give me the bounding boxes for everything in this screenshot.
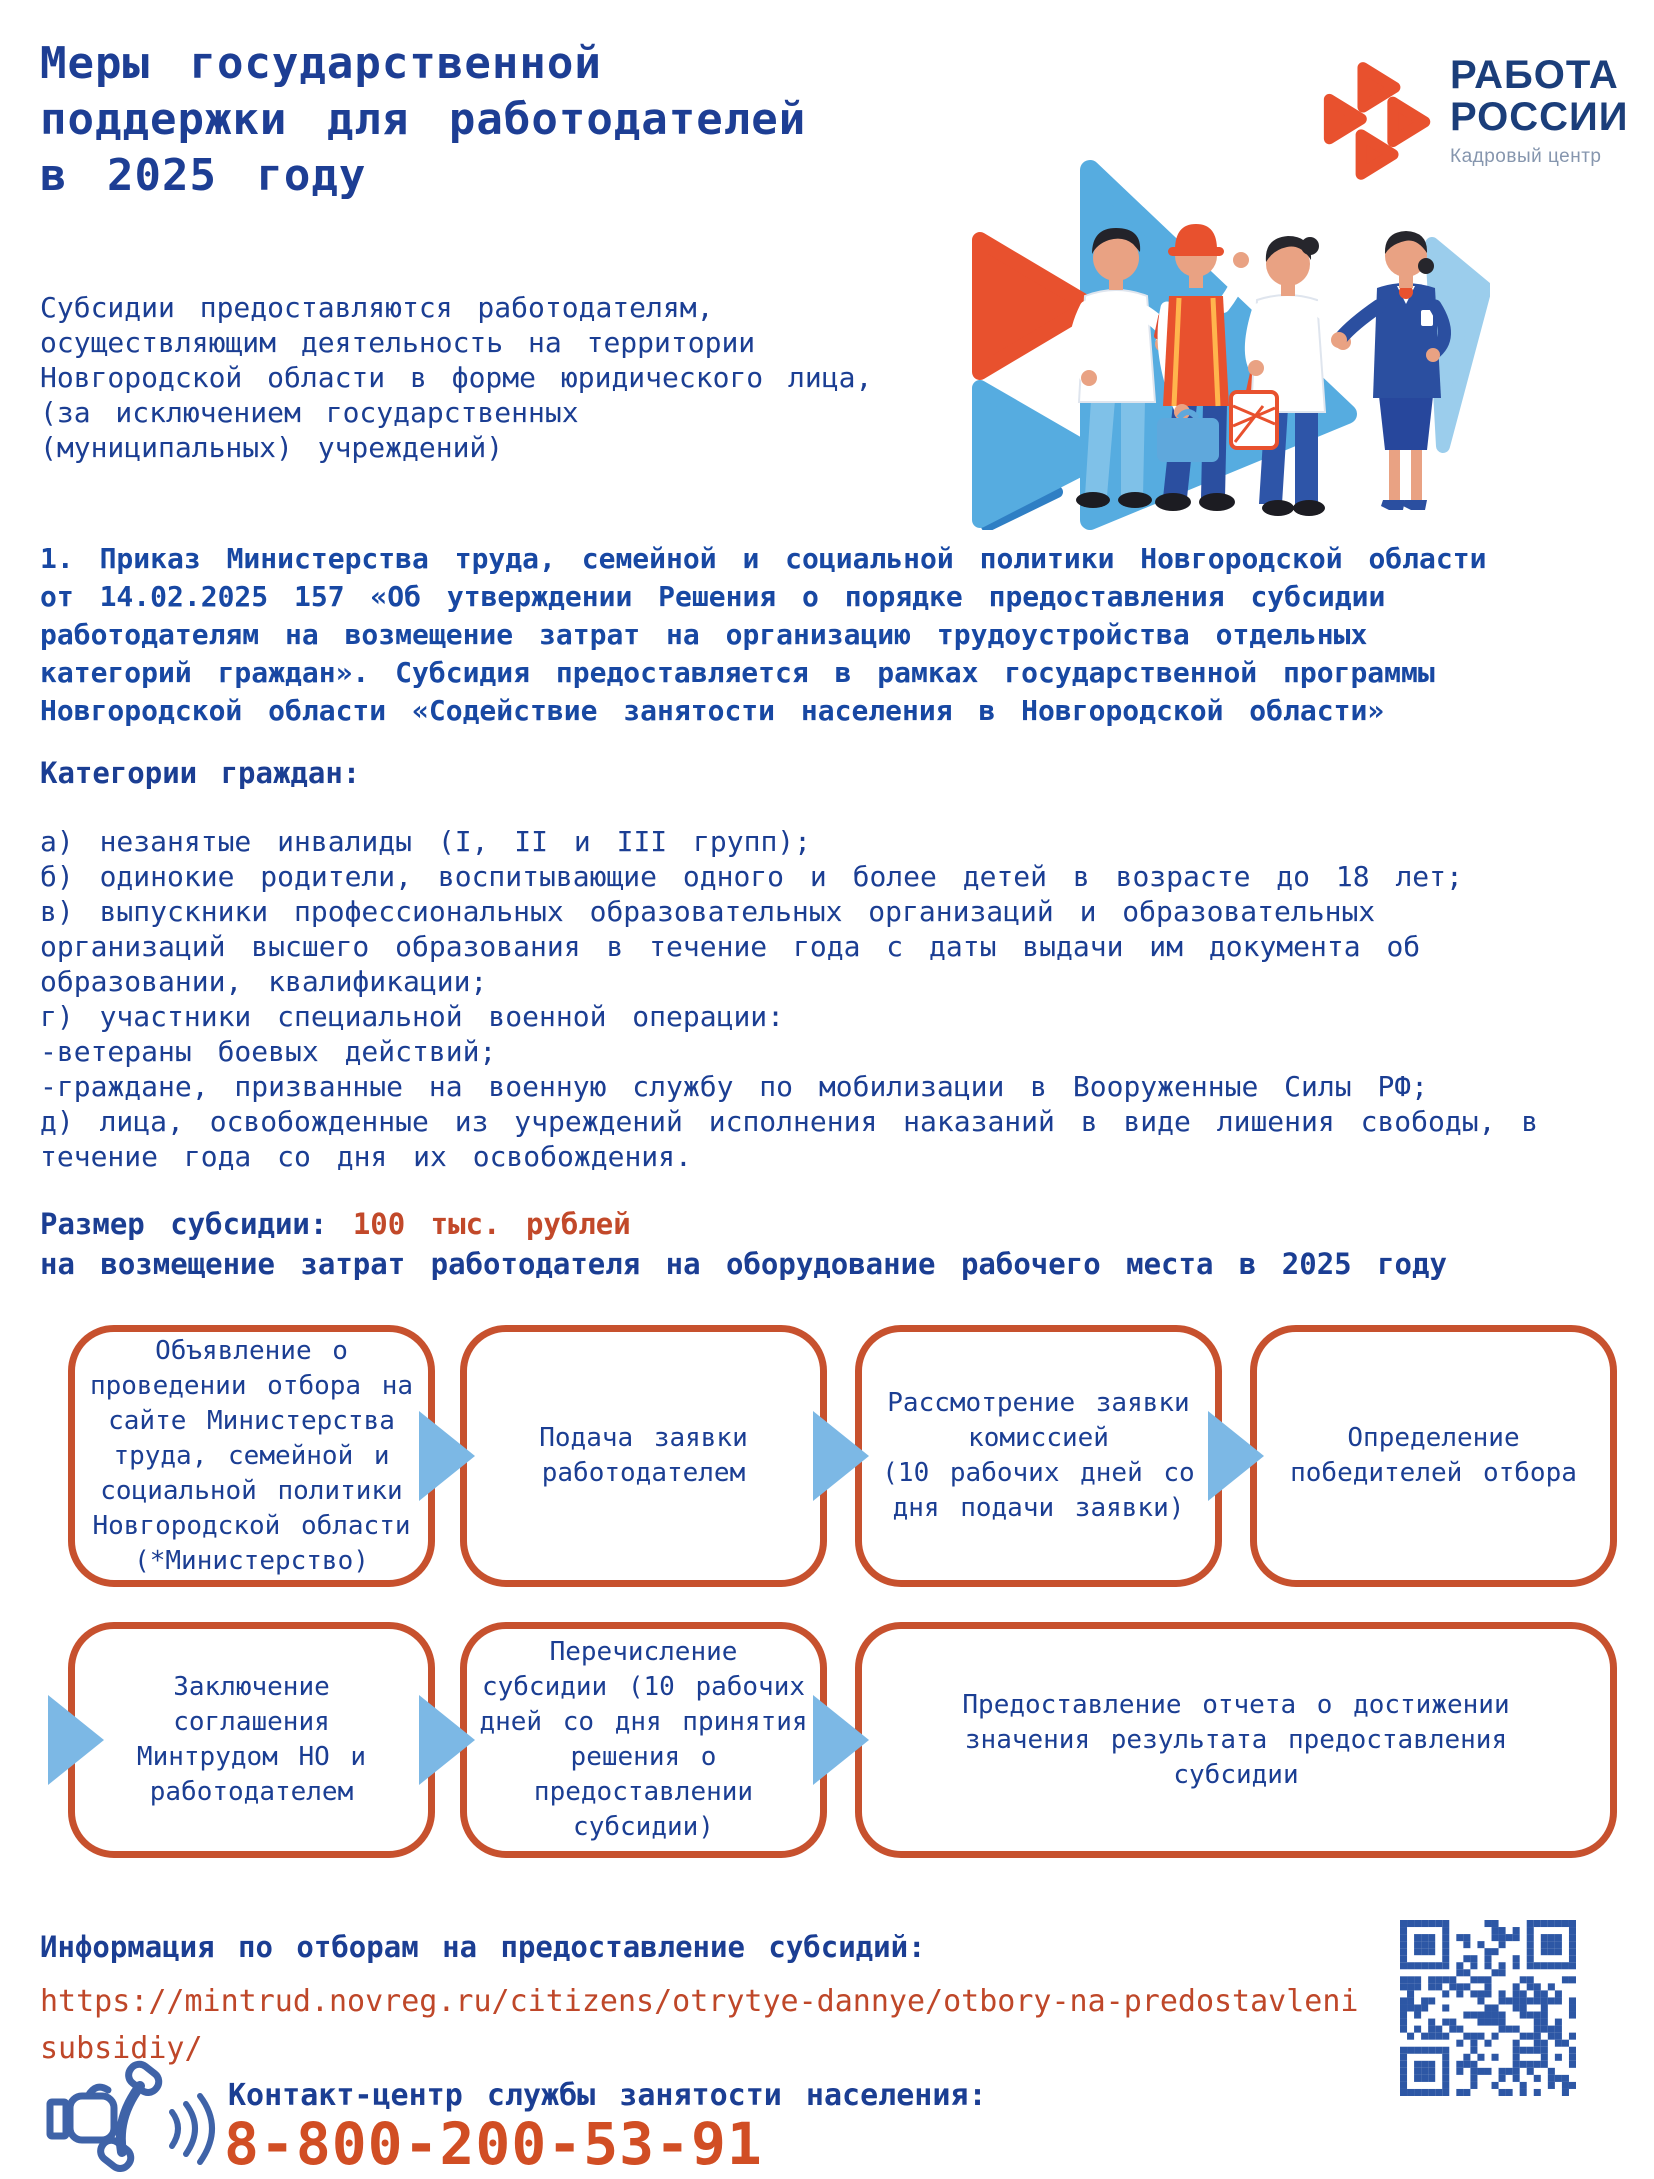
subsidy-purpose-line: на возмещение затрат работодателя на оборудование рабочего места в 2025 году	[40, 1247, 1447, 1281]
flow-step-application	[460, 1325, 827, 1587]
categories-heading: Категории граждан:	[40, 756, 361, 790]
text-line: в) выпускники профессиональных образовательных организаций и образовательных	[40, 895, 1376, 928]
text-line: (*Министерство)	[134, 1545, 369, 1576]
flow-step-announcement	[68, 1325, 435, 1587]
page-title	[40, 36, 806, 204]
logo-line-rossii: РОССИИ	[1450, 95, 1629, 139]
subsidy-size-line	[40, 1204, 1447, 1244]
decree-paragraph	[40, 540, 1620, 730]
text-line: Определение	[1347, 1423, 1520, 1453]
contact-center-label: Контакт-центр службы занятости населения:	[228, 2078, 987, 2113]
text-line: 1. Приказ Министерства труда, семейной и социальной политики Новгородской области	[40, 542, 1487, 575]
text-line: осуществляющим деятельность на территории	[40, 326, 756, 359]
text-line: Новгородской области в форме юридического лица,	[40, 361, 873, 394]
flow-step-winners	[1250, 1325, 1617, 1587]
text-line: Заключение	[173, 1672, 330, 1702]
logo-subtitle: Кадровый центр	[1450, 146, 1602, 167]
text-line: Перечисление	[549, 1637, 738, 1667]
title-line: в 2025 году	[40, 150, 367, 201]
url-line[interactable]: subsidiy/	[40, 2031, 203, 2066]
text-line: -ветераны боевых действий;	[40, 1035, 497, 1068]
info-heading: Информация по отборам на предоставление субсидий:	[40, 1930, 926, 1964]
text-line: дня подачи заявки)	[892, 1493, 1185, 1523]
text-line: категорий граждан». Субсидия предоставляется в рамках государственной программы	[40, 656, 1435, 689]
subsidy-size-label: Размер субсидии:	[40, 1207, 353, 1241]
flow-arrow-icon	[813, 1695, 869, 1785]
text-line: предоставлении	[533, 1777, 754, 1807]
text-line: (10 рабочих дней со	[882, 1458, 1195, 1488]
text-line: (муниципальных) учреждений)	[40, 431, 504, 464]
text-line: значения результата предоставления	[964, 1724, 1508, 1755]
text-line: Объявление о	[155, 1335, 348, 1366]
logo-line-rabota: РАБОТА	[1450, 53, 1619, 97]
flow-arrow-icon	[48, 1695, 104, 1785]
intro-paragraph	[40, 290, 872, 465]
flow-step-transfer	[460, 1622, 827, 1858]
phone-handset-icon	[40, 2060, 230, 2179]
text-line: б) одинокие родители, воспитывающие одного и более детей в возрасте до 18 лет;	[40, 860, 1463, 893]
text-line: Предоставление отчета о достижении	[962, 1689, 1510, 1720]
text-line: а) незанятые инвалиды (I, II и III групп);	[40, 825, 812, 858]
text-line: субсидии (10 рабочих	[481, 1672, 806, 1702]
text-line: д) лица, освобожденные из учреждений исполнения наказаний в виде лишения свободы, в	[40, 1105, 1539, 1138]
text-line: субсидии	[1173, 1759, 1299, 1790]
text-line: труда, семейной и	[113, 1440, 390, 1471]
flow-arrow-icon	[419, 1411, 475, 1501]
text-line: образовании, квалификации;	[40, 965, 488, 998]
categories-list	[40, 824, 1635, 1174]
qr-code	[1400, 1920, 1576, 2096]
url-line[interactable]: https://mintrud.novreg.ru/citizens/otrytye-dannye/otbory-na-predostavleni	[40, 1984, 1359, 2019]
contact-phone-number: 8-800-200-53-91	[224, 2110, 763, 2178]
title-line: поддержки для работодателей	[40, 94, 807, 145]
text-line: Рассмотрение заявки	[887, 1388, 1190, 1418]
text-line: Подача заявки	[539, 1423, 748, 1453]
text-line: работодателем	[541, 1458, 746, 1488]
text-line: решения о	[570, 1742, 717, 1772]
text-line: Новгородской области «Содействие занятости населения в Новгородской области»	[40, 694, 1385, 727]
text-line: от 14.02.2025 157 «Об утверждении Решения о порядке предоставления субсидии	[40, 580, 1386, 613]
flow-arrow-icon	[419, 1695, 475, 1785]
text-line: г) участники специальной военной операции:	[40, 1000, 785, 1033]
text-line: Минтрудом НО и	[136, 1742, 367, 1772]
text-line: Субсидии предоставляются работодателям,	[40, 291, 714, 324]
subsidy-size-block	[40, 1204, 1447, 1284]
subsidy-info-url[interactable]	[40, 1978, 1359, 2072]
text-line: организаций высшего образования в течение года с даты выдачи им документа об	[40, 930, 1421, 963]
text-line: соглашения	[173, 1707, 330, 1737]
flow-step-review	[855, 1325, 1222, 1587]
text-line: проведении отбора на	[89, 1370, 414, 1401]
flow-step-agreement	[68, 1622, 435, 1858]
text-line: победителей отбора	[1290, 1458, 1577, 1488]
subsidy-amount: 100 тыс. рублей	[352, 1207, 631, 1241]
text-line: (за исключением государственных	[40, 396, 579, 429]
text-line: дней со дня принятия	[479, 1707, 808, 1737]
flow-arrow-icon	[813, 1411, 869, 1501]
text-line: социальной политики	[100, 1475, 403, 1506]
title-line: Меры государственной	[40, 38, 602, 89]
text-line: работодателям на возмещение затрат на организацию трудоустройства отдельных	[40, 618, 1368, 651]
text-line: сайте Министерства	[108, 1405, 395, 1436]
text-line: течение года со дня их освобождения.	[40, 1140, 692, 1173]
flow-step-report	[855, 1622, 1617, 1858]
person-employment-officer	[1331, 231, 1445, 510]
text-line: работодателем	[149, 1777, 354, 1807]
text-line: комиссией	[968, 1423, 1109, 1453]
text-line: -граждане, призванные на военную службу по мобилизации в Вооруженные Силы РФ;	[40, 1070, 1429, 1103]
text-line: субсидии)	[573, 1812, 714, 1842]
flow-arrow-icon	[1208, 1411, 1264, 1501]
text-line: Новгородской области	[92, 1510, 411, 1541]
